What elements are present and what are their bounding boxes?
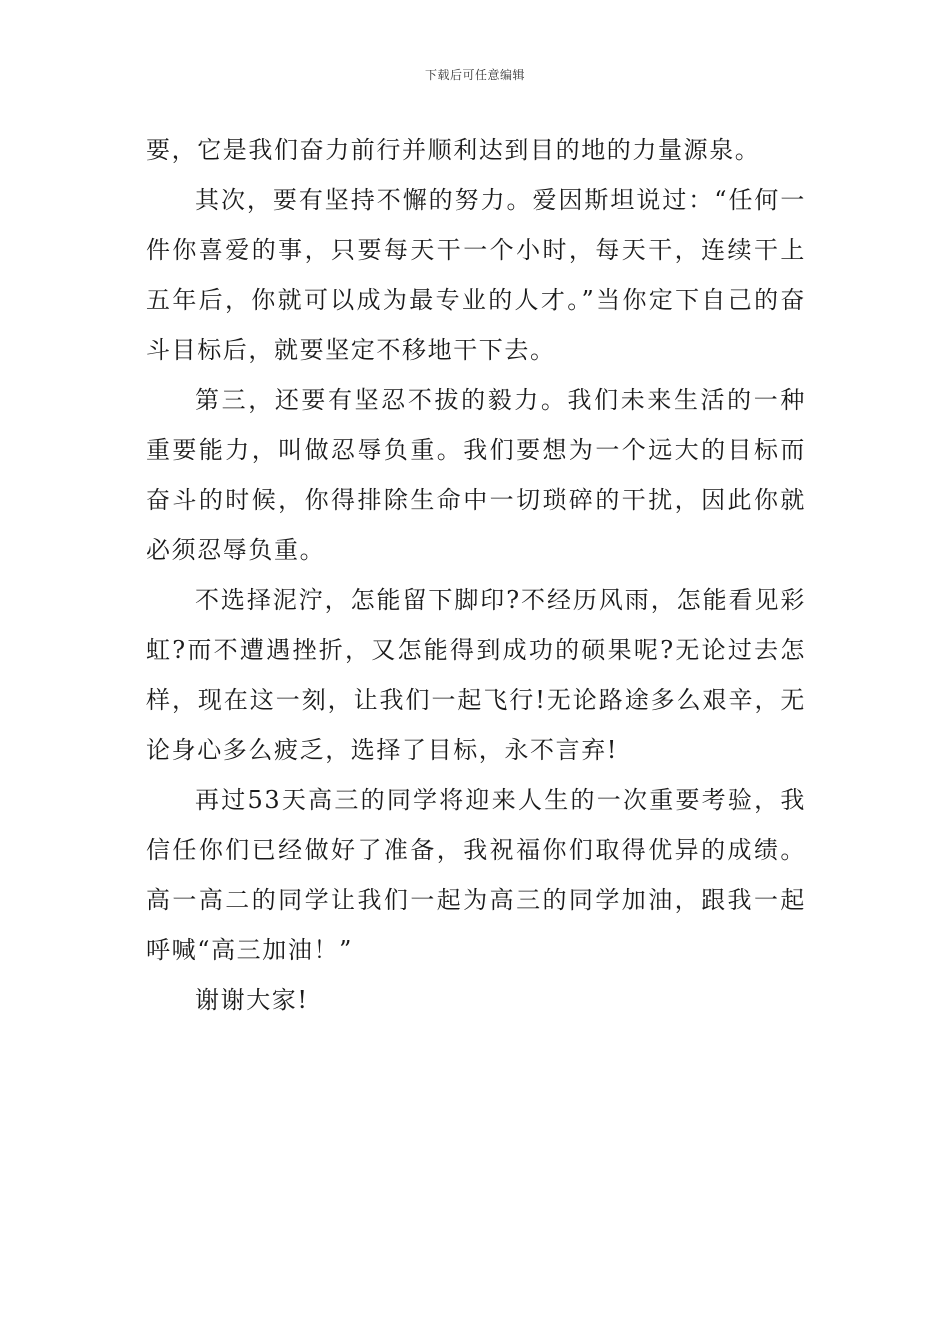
- paragraph-thanks: 谢谢大家!: [195, 986, 309, 1014]
- paragraph-persistence: 其次，要有坚持不懈的努力。爱因斯坦说过：“任何一件你喜爱的事，只要每天干一个小时，每天干，连续干上五年后，你就可以成为最专业的人才。”当你定下自己的奋斗目标后，就要坚定不移地干下去。: [146, 186, 806, 364]
- document-body: [146, 125, 806, 1025]
- paragraph-exam-wishes: 再过53天高三的同学将迎来人生的一次重要考验，我信任你们已经做好了准备，我祝福你们取得优异的成绩。高一高二的同学让我们一起为高三的同学加油，跟我一起呼喊“高三加油！”: [146, 786, 806, 964]
- paragraph-perseverance: 第三，还要有坚忍不拔的毅力。我们未来生活的一种重要能力，叫做忍辱负重。我们要想为一个远大的目标而奋斗的时候，你得排除生命中一切琐碎的干扰，因此你就必须忍辱负重。: [146, 386, 806, 564]
- paragraph-continuation: 要，它是我们奋力前行并顺利达到目的地的力量源泉。: [146, 136, 761, 164]
- header-note: 下载后可任意编辑: [424, 68, 525, 82]
- paragraph-challenges: 不选择泥泞，怎能留下脚印?不经历风雨，怎能看见彩虹?而不遭遇挫折，又怎能得到成功的硕果呢?无论过去怎样，现在这一刻，让我们一起飞行!无论路途多么艰辛，无论身心多么疲乏，选择了目标，永不言弃!: [146, 586, 806, 764]
